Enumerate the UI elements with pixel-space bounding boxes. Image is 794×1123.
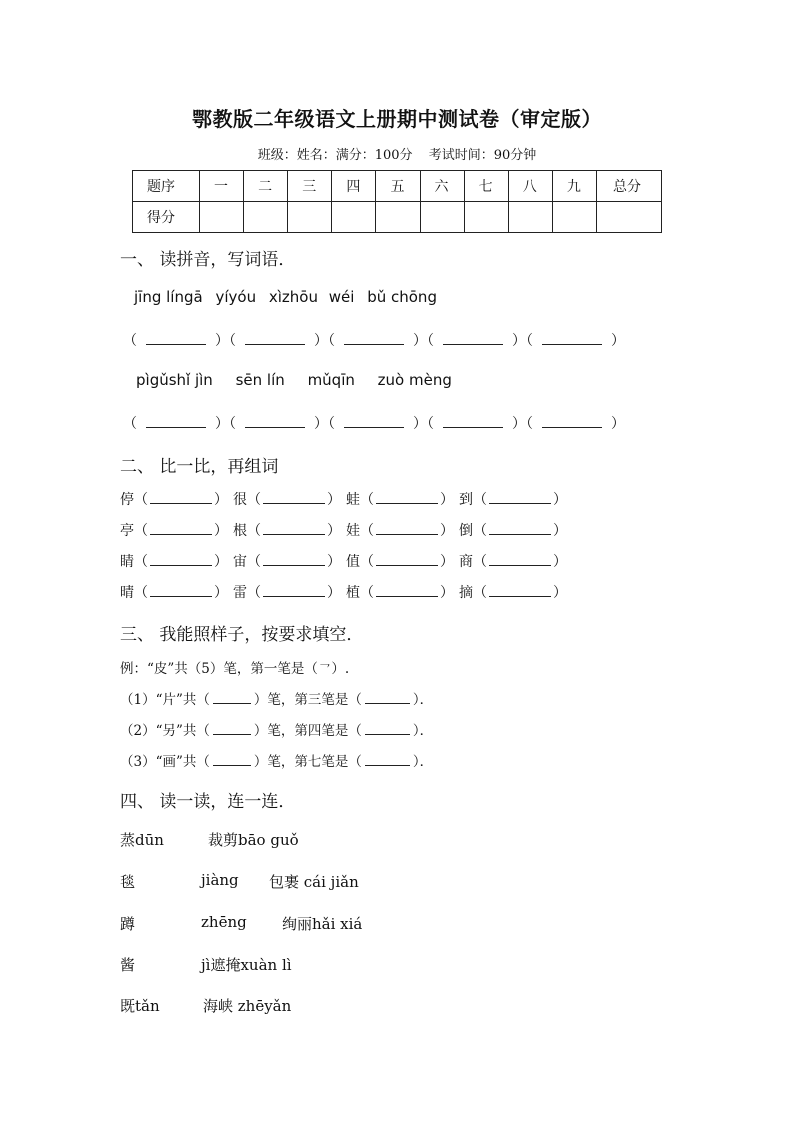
pinyin-word: mǔqīn [307, 371, 355, 389]
answer-blank[interactable] [542, 415, 602, 428]
answer-blank[interactable] [365, 722, 410, 735]
connect-item[interactable]: 既tǎn [120, 997, 160, 1015]
answer-blank[interactable] [245, 332, 305, 345]
answer-blank[interactable] [489, 491, 551, 504]
answer-blank[interactable] [376, 491, 438, 504]
fill-item [120, 750, 433, 770]
pinyin-word: sēn lín [235, 371, 285, 389]
compare-char: 睛 [120, 554, 134, 570]
item-text: ）笔，第三笔是（ [253, 692, 362, 708]
compare-row: 停（ ） 很（ ） 蛙（ ） 到（ ） [120, 492, 567, 508]
compare-row: 睛（ ） 宙（ ） 值（ ） 商（ ） [120, 554, 567, 570]
table-cell: 八 [508, 171, 552, 202]
connect-item[interactable]: 裁剪bāo guǒ [208, 831, 299, 849]
score-cell[interactable] [597, 202, 662, 233]
answer-blank[interactable] [150, 522, 212, 535]
compare-char: 晴 [120, 585, 134, 601]
table-cell: 总分 [597, 171, 662, 202]
table-cell: 五 [376, 171, 420, 202]
answer-blank[interactable] [263, 584, 325, 597]
table-cell: 四 [332, 171, 376, 202]
answer-blank[interactable] [213, 722, 251, 735]
answer-blank[interactable] [146, 415, 206, 428]
page-title: 鄂教版二年级语文上册期中测试卷（审定版） [192, 107, 602, 131]
compare-char: 雷 [233, 585, 247, 601]
fill-item [120, 719, 433, 739]
answer-blank[interactable] [213, 753, 251, 766]
score-cell[interactable] [244, 202, 288, 233]
table-cell: 七 [464, 171, 508, 202]
section-heading: 二、 比一比，再组词 [120, 457, 279, 477]
compare-char: 摘 [459, 585, 473, 601]
table-cell: 六 [420, 171, 464, 202]
pinyin-word: yíyóu [215, 288, 257, 306]
compare-char: 根 [233, 523, 247, 539]
answer-blank[interactable] [376, 553, 438, 566]
compare-row: 亭（ ） 根（ ） 娃（ ） 倒（ ） [120, 523, 567, 539]
compare-char: 植 [346, 585, 360, 601]
answer-blank[interactable] [245, 415, 305, 428]
compare-char: 停 [120, 492, 134, 508]
answer-blank[interactable] [376, 522, 438, 535]
connect-item[interactable]: 海峡 zhēyǎn [203, 997, 292, 1015]
compare-char: 亭 [120, 523, 134, 539]
score-cell[interactable] [552, 202, 596, 233]
score-cell[interactable] [464, 202, 508, 233]
score-table-header [133, 171, 662, 202]
section-heading: 三、 我能照样子，按要求填空． [120, 625, 364, 645]
table-cell: 九 [552, 171, 596, 202]
answer-blank[interactable] [365, 753, 410, 766]
pinyin-word: pìgǔshǐ jìn [136, 371, 213, 389]
answer-blank[interactable] [344, 332, 404, 345]
compare-row: 晴（ ） 雷（ ） 植（ ） 摘（ ） [120, 585, 567, 601]
item-text: “另”共（ [155, 723, 210, 739]
answer-blank[interactable] [376, 584, 438, 597]
class-info: 班级：姓名：满分：100分 [257, 148, 413, 163]
item-text: ）笔，第七笔是（ [253, 754, 362, 770]
item-text: ）笔，第四笔是（ [253, 723, 362, 739]
item-text: “片”共（ [155, 692, 210, 708]
answer-blank[interactable] [443, 415, 503, 428]
compare-char: 宙 [233, 554, 247, 570]
score-cell[interactable] [508, 202, 552, 233]
answer-blank[interactable] [365, 691, 410, 704]
answer-blank[interactable] [263, 522, 325, 535]
connect-item[interactable]: jiàng [201, 871, 239, 889]
item-text: ）． [412, 692, 434, 708]
answer-blank[interactable] [542, 332, 602, 345]
connect-item[interactable]: jì遮掩xuàn lì [201, 956, 292, 974]
answer-blank[interactable] [146, 332, 206, 345]
score-cell[interactable] [376, 202, 420, 233]
exam-info [0, 144, 794, 163]
answer-blank[interactable] [263, 553, 325, 566]
connect-item[interactable]: 包裹 cái jiǎn [269, 873, 359, 891]
compare-char: 蛙 [346, 492, 360, 508]
item-number: （3） [120, 754, 156, 770]
section-heading: 一、 读拼音，写词语． [120, 250, 296, 270]
answer-blank[interactable] [150, 491, 212, 504]
table-cell: 题序 [133, 171, 200, 202]
exam-time: 考试时间：90分钟 [428, 148, 537, 163]
compare-char: 很 [233, 492, 247, 508]
answer-blank[interactable] [443, 332, 503, 345]
answer-blank[interactable] [150, 553, 212, 566]
table-cell: 三 [288, 171, 332, 202]
connect-item[interactable]: 绚丽hǎi xiá [282, 915, 363, 933]
score-cell[interactable] [332, 202, 376, 233]
item-text: ）． [412, 723, 434, 739]
compare-char: 到 [459, 492, 473, 508]
pinyin-row [134, 288, 455, 306]
connect-item[interactable]: zhēng [201, 913, 247, 931]
score-table [132, 170, 662, 233]
compare-char: 值 [346, 554, 360, 570]
item-text: “画”共（ [155, 754, 210, 770]
score-table-row [133, 202, 662, 233]
compare-char: 倒 [459, 523, 473, 539]
example-line: 例：“皮”共（5）笔，第一笔是（㇖）. [120, 661, 350, 677]
pinyin-row [136, 371, 470, 389]
answer-blank[interactable] [150, 584, 212, 597]
pinyin-word: zuò mèng [377, 371, 452, 389]
table-cell: 得分 [133, 202, 200, 233]
pinyin-word: bǔ chōng [367, 288, 437, 306]
item-number: （1） [120, 692, 156, 708]
answer-blank[interactable] [489, 522, 551, 535]
fill-item [120, 688, 433, 708]
compare-char: 商 [459, 554, 473, 570]
answer-row: （ ）（ ）（ ）（ ）（ ） [123, 333, 625, 349]
connect-item[interactable]: 蹲 [120, 915, 136, 933]
answer-blank[interactable] [344, 415, 404, 428]
item-number: （2） [120, 723, 156, 739]
table-cell: 二 [244, 171, 288, 202]
compare-char: 娃 [346, 523, 360, 539]
section-heading: 四、 读一读，连一连． [120, 792, 296, 812]
pinyin-word: wéi [328, 288, 355, 306]
item-text: ）． [412, 754, 434, 770]
score-cell[interactable] [200, 202, 244, 233]
connect-item[interactable]: 毯 [120, 873, 136, 891]
score-cell[interactable] [288, 202, 332, 233]
answer-blank[interactable] [213, 691, 251, 704]
connect-item[interactable]: 蒸dūn [120, 831, 164, 849]
answer-blank[interactable] [489, 584, 551, 597]
pinyin-word: jīng língā [134, 288, 203, 306]
connect-item[interactable]: 酱 [120, 956, 136, 974]
pinyin-word: xìzhōu [268, 288, 318, 306]
answer-row: （ ）（ ）（ ）（ ）（ ） [123, 416, 625, 432]
score-cell[interactable] [420, 202, 464, 233]
answer-blank[interactable] [489, 553, 551, 566]
answer-blank[interactable] [263, 491, 325, 504]
table-cell: 一 [200, 171, 244, 202]
